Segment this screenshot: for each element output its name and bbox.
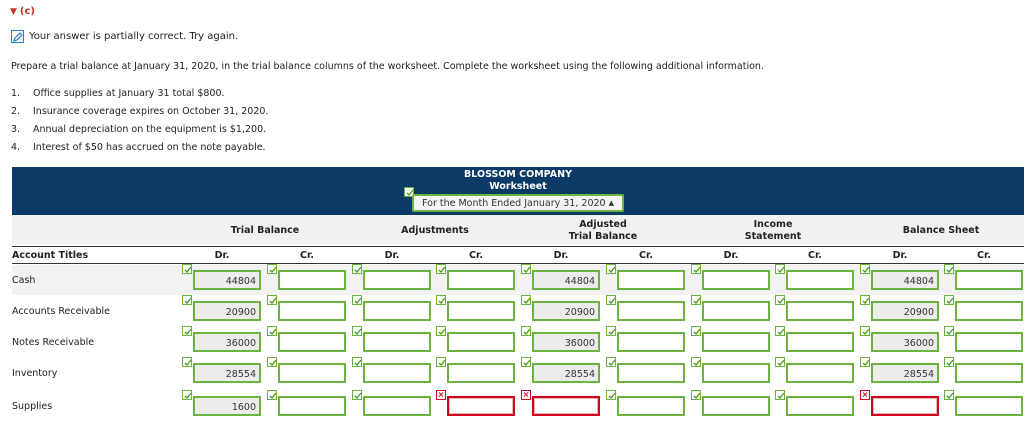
info-list bbox=[11, 85, 268, 157]
correct-icon bbox=[860, 295, 870, 305]
amount-cell bbox=[267, 295, 351, 319]
amount-input[interactable]: 28554 bbox=[532, 363, 600, 383]
correct-icon bbox=[691, 295, 701, 305]
dr-column-header: Dr. bbox=[553, 250, 569, 261]
info-item: 4. Interest of $50 has accrued on the note payable. bbox=[11, 142, 266, 153]
correct-icon bbox=[352, 326, 362, 336]
amount-cell bbox=[606, 357, 690, 381]
feedback-message bbox=[11, 30, 238, 43]
correct-icon bbox=[182, 357, 192, 367]
correct-icon bbox=[691, 390, 701, 400]
amount-input[interactable]: 1600 bbox=[193, 396, 261, 416]
amount-cell bbox=[944, 326, 1024, 350]
amount-input[interactable] bbox=[363, 301, 431, 321]
correct-icon bbox=[775, 357, 785, 367]
amount-input[interactable] bbox=[617, 270, 685, 290]
correct-icon bbox=[267, 326, 277, 336]
worksheet-title: Worksheet bbox=[489, 181, 547, 192]
correct-icon bbox=[521, 264, 531, 274]
amount-input[interactable]: 28554 bbox=[193, 363, 261, 383]
amount-input[interactable] bbox=[955, 396, 1023, 416]
amount-cell bbox=[436, 264, 520, 288]
group-adjustments: Adjustments bbox=[401, 225, 469, 236]
amount-input[interactable] bbox=[786, 396, 854, 416]
amount-input[interactable]: 20900 bbox=[871, 301, 939, 321]
correct-icon bbox=[944, 295, 954, 305]
correct-icon bbox=[944, 326, 954, 336]
correct-icon bbox=[182, 264, 192, 274]
amount-cell bbox=[944, 390, 1024, 414]
amount-input[interactable] bbox=[702, 396, 770, 416]
account-title: Inventory bbox=[12, 368, 58, 379]
correct-icon bbox=[775, 264, 785, 274]
pencil-icon bbox=[11, 30, 24, 43]
cr-column-header: Cr. bbox=[469, 250, 483, 261]
instruction-text: Prepare a trial balance at January 31, 2020, in the trial balance columns of the worksheet. Complete the worksheet using the following additional information. bbox=[11, 61, 764, 72]
amount-input[interactable] bbox=[786, 270, 854, 290]
amount-cell bbox=[182, 326, 266, 350]
amount-input[interactable] bbox=[871, 396, 939, 416]
amount-input[interactable] bbox=[447, 332, 515, 352]
part-c-toggle[interactable] bbox=[10, 6, 35, 17]
correct-icon bbox=[944, 264, 954, 274]
cr-column-header: Cr. bbox=[300, 250, 314, 261]
company-name: BLOSSOM COMPANY bbox=[464, 169, 572, 180]
correct-icon bbox=[182, 295, 192, 305]
correct-icon bbox=[267, 264, 277, 274]
amount-cell bbox=[352, 264, 436, 288]
amount-cell bbox=[944, 295, 1024, 319]
period-select-value: For the Month Ended January 31, 2020 bbox=[422, 197, 606, 209]
cr-column-header: Cr. bbox=[977, 250, 991, 261]
amount-cell bbox=[775, 390, 859, 414]
amount-cell bbox=[436, 326, 520, 350]
amount-cell bbox=[944, 264, 1024, 288]
amount-input[interactable] bbox=[786, 301, 854, 321]
correct-icon bbox=[352, 390, 362, 400]
incorrect-icon: × bbox=[437, 390, 445, 399]
account-title: Supplies bbox=[12, 401, 53, 412]
amount-input[interactable] bbox=[702, 332, 770, 352]
correct-icon bbox=[521, 295, 531, 305]
amount-cell bbox=[775, 264, 859, 288]
amount-cell bbox=[521, 357, 605, 381]
amount-cell bbox=[267, 357, 351, 381]
amount-input[interactable] bbox=[278, 396, 346, 416]
amount-cell bbox=[352, 295, 436, 319]
dr-column-header: Dr. bbox=[892, 250, 908, 261]
amount-cell bbox=[182, 264, 266, 288]
amount-input[interactable] bbox=[363, 396, 431, 416]
correct-icon bbox=[182, 390, 192, 400]
amount-cell bbox=[436, 390, 520, 414]
amount-input[interactable] bbox=[532, 396, 600, 416]
amount-input[interactable] bbox=[617, 332, 685, 352]
correct-icon bbox=[775, 390, 785, 400]
amount-cell bbox=[267, 264, 351, 288]
amount-input[interactable] bbox=[447, 363, 515, 383]
correct-icon bbox=[691, 357, 701, 367]
amount-cell bbox=[606, 295, 690, 319]
amount-input[interactable] bbox=[955, 270, 1023, 290]
amount-cell bbox=[352, 357, 436, 381]
amount-input[interactable] bbox=[278, 301, 346, 321]
correct-icon bbox=[860, 357, 870, 367]
amount-cell bbox=[352, 326, 436, 350]
amount-cell bbox=[606, 326, 690, 350]
amount-input[interactable]: 20900 bbox=[193, 301, 261, 321]
amount-input[interactable] bbox=[617, 396, 685, 416]
amount-cell bbox=[436, 295, 520, 319]
account-title: Cash bbox=[12, 275, 36, 286]
group-adjusted-line2: Trial Balance bbox=[568, 231, 638, 242]
amount-input[interactable]: 44804 bbox=[532, 270, 600, 290]
account-titles-header: Account Titles bbox=[12, 250, 89, 261]
correct-icon bbox=[606, 264, 616, 274]
dr-column-header: Dr. bbox=[723, 250, 739, 261]
group-income-line1: Income bbox=[753, 219, 793, 230]
correct-icon bbox=[436, 326, 446, 336]
amount-input[interactable] bbox=[955, 301, 1023, 321]
caret-down-icon: ▼ bbox=[10, 7, 17, 17]
amount-input[interactable] bbox=[955, 332, 1023, 352]
amount-input[interactable] bbox=[702, 270, 770, 290]
correct-icon bbox=[860, 264, 870, 274]
amount-input[interactable]: 36000 bbox=[532, 332, 600, 352]
correct-icon bbox=[944, 390, 954, 400]
amount-cell bbox=[860, 357, 944, 381]
account-title: Notes Receivable bbox=[12, 337, 95, 348]
amount-input[interactable] bbox=[786, 363, 854, 383]
correct-icon bbox=[775, 295, 785, 305]
correct-icon bbox=[606, 295, 616, 305]
amount-cell bbox=[182, 390, 266, 414]
amount-cell bbox=[521, 264, 605, 288]
correct-icon bbox=[691, 326, 701, 336]
incorrect-icon: × bbox=[861, 390, 869, 399]
amount-cell bbox=[267, 326, 351, 350]
amount-input[interactable] bbox=[363, 270, 431, 290]
amount-input[interactable] bbox=[955, 363, 1023, 383]
amount-cell bbox=[860, 295, 944, 319]
correct-icon bbox=[521, 357, 531, 367]
cr-column-header: Cr. bbox=[808, 250, 822, 261]
amount-cell bbox=[436, 357, 520, 381]
header-divider bbox=[12, 246, 1024, 247]
correct-icon bbox=[606, 390, 616, 400]
correct-icon bbox=[775, 326, 785, 336]
correct-icon bbox=[352, 357, 362, 367]
amount-cell bbox=[691, 326, 775, 350]
amount-input[interactable] bbox=[617, 301, 685, 321]
part-label: (c) bbox=[19, 6, 35, 17]
amount-input[interactable] bbox=[447, 396, 515, 416]
group-trial-balance: Trial Balance bbox=[230, 225, 300, 236]
amount-input[interactable] bbox=[278, 363, 346, 383]
correct-icon bbox=[352, 295, 362, 305]
group-balance-sheet: Balance Sheet bbox=[902, 225, 980, 236]
correct-icon bbox=[436, 264, 446, 274]
correct-icon bbox=[267, 390, 277, 400]
amount-cell bbox=[691, 390, 775, 414]
correct-icon bbox=[691, 264, 701, 274]
amount-input[interactable] bbox=[363, 332, 431, 352]
incorrect-icon: × bbox=[522, 390, 530, 399]
amount-input[interactable] bbox=[278, 332, 346, 352]
amount-cell bbox=[860, 264, 944, 288]
correct-icon bbox=[352, 264, 362, 274]
amount-cell bbox=[182, 295, 266, 319]
info-item: 1. Office supplies at January 31 total $800. bbox=[11, 88, 225, 99]
amount-input[interactable] bbox=[278, 270, 346, 290]
dr-column-header: Dr. bbox=[214, 250, 230, 261]
amount-cell bbox=[267, 390, 351, 414]
amount-input[interactable]: 36000 bbox=[871, 332, 939, 352]
amount-input[interactable] bbox=[702, 301, 770, 321]
amount-cell bbox=[182, 357, 266, 381]
amount-input[interactable] bbox=[617, 363, 685, 383]
correct-icon bbox=[606, 326, 616, 336]
dr-column-header: Dr. bbox=[384, 250, 400, 261]
amount-input[interactable] bbox=[786, 332, 854, 352]
amount-cell bbox=[691, 357, 775, 381]
group-income-line2: Statement bbox=[744, 231, 802, 242]
correct-icon bbox=[267, 295, 277, 305]
info-item: 3. Annual depreciation on the equipment is $1,200. bbox=[11, 124, 267, 135]
amount-cell bbox=[691, 264, 775, 288]
correct-icon bbox=[860, 326, 870, 336]
feedback-text: Your answer is partially correct. Try again. bbox=[29, 31, 239, 42]
amount-input[interactable] bbox=[447, 301, 515, 321]
amount-cell bbox=[860, 390, 944, 414]
amount-input[interactable] bbox=[363, 363, 431, 383]
amount-input[interactable] bbox=[447, 270, 515, 290]
group-adjusted-line1: Adjusted bbox=[579, 219, 627, 230]
amount-cell bbox=[606, 264, 690, 288]
amount-cell bbox=[775, 326, 859, 350]
select-arrows-icon: ▲ bbox=[608, 199, 614, 207]
amount-cell bbox=[521, 390, 605, 414]
correct-icon bbox=[267, 357, 277, 367]
correct-icon bbox=[606, 357, 616, 367]
amount-input[interactable]: 44804 bbox=[193, 270, 261, 290]
amount-cell bbox=[691, 295, 775, 319]
amount-input[interactable]: 36000 bbox=[193, 332, 261, 352]
correct-icon bbox=[521, 326, 531, 336]
amount-cell bbox=[860, 326, 944, 350]
amount-cell bbox=[775, 357, 859, 381]
period-select[interactable] bbox=[412, 194, 624, 212]
amount-cell bbox=[521, 295, 605, 319]
amount-input[interactable]: 28554 bbox=[871, 363, 939, 383]
amount-cell bbox=[944, 357, 1024, 381]
cr-column-header: Cr. bbox=[639, 250, 653, 261]
amount-input[interactable]: 20900 bbox=[532, 301, 600, 321]
correct-icon bbox=[944, 357, 954, 367]
account-title: Accounts Receivable bbox=[12, 306, 111, 317]
amount-input[interactable] bbox=[702, 363, 770, 383]
correct-icon bbox=[436, 357, 446, 367]
amount-input[interactable]: 44804 bbox=[871, 270, 939, 290]
info-item: 2. Insurance coverage expires on October 31, 2020. bbox=[11, 106, 269, 117]
amount-cell bbox=[521, 326, 605, 350]
correct-icon bbox=[182, 326, 192, 336]
amount-cell bbox=[352, 390, 436, 414]
correct-icon bbox=[436, 295, 446, 305]
amount-cell bbox=[606, 390, 690, 414]
amount-cell bbox=[775, 295, 859, 319]
